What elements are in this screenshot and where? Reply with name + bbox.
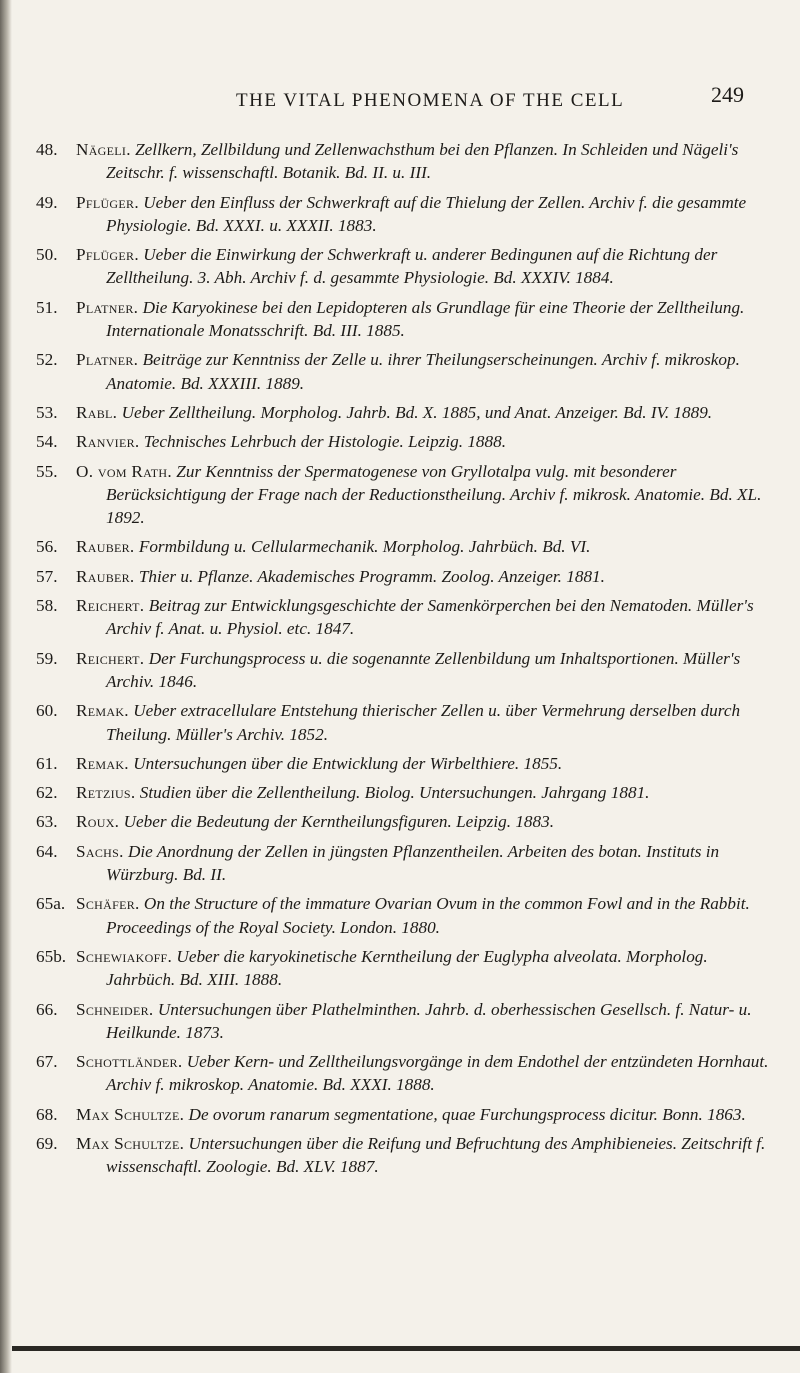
reference-number: 54.	[36, 432, 58, 452]
reference-number: 57.	[36, 566, 58, 586]
reference-text	[76, 810, 776, 833]
reference-author: Schewiakoff.	[76, 946, 173, 966]
reference-entry	[36, 945, 776, 992]
reference-number: 55.	[36, 461, 58, 481]
reference-text	[76, 594, 776, 641]
reference-text	[76, 945, 776, 992]
reference-number: 59.	[36, 648, 58, 668]
reference-text	[76, 647, 776, 694]
reference-title: Ueber die Einwirkung der Schwerkraft u. anderer Bedingunen auf die Richtung der Zelltheilung. 3. Abh. Archiv f. d. gesammte Physiologie. Bd. XXXIV. 1884.	[106, 245, 718, 288]
reference-text	[76, 348, 776, 395]
reference-entry	[36, 752, 776, 775]
reference-title: Zur Kenntniss der Spermatogenese von Gryllotalpa vulg. mit besonderer Berücksichtigung der Frage nach der Reductionstheilung. Archiv f. mikrosk. Anatomie. Bd. XL. 1892.	[106, 461, 762, 528]
reference-title: Studien über die Zellentheilung. Biolog. Untersuchungen. Jahrgang 1881.	[139, 783, 650, 803]
reference-title: On the Structure of the immature Ovarian Ovum in the common Fowl and in the Rabbit. Proceedings of the Royal Society. London. 1880.	[106, 894, 750, 937]
reference-text	[76, 840, 776, 887]
reference-entry	[36, 460, 776, 530]
reference-title: De ovorum ranarum segmentatione, quae Furchungsprocess dicitur. Bonn. 1863.	[188, 1104, 746, 1124]
reference-number: 65a.	[36, 894, 66, 914]
reference-author: Pflüger.	[76, 245, 139, 265]
page-number: 249	[711, 82, 744, 107]
page-header	[36, 80, 776, 120]
book-spine-shadow	[0, 0, 12, 1373]
reference-text	[76, 752, 776, 775]
reference-number: 66.	[36, 999, 58, 1019]
reference-title: Die Karyokinese bei den Lepidopteren als Grundlage für eine Theorie der Zelltheilung. Internationale Monatsschrift. Bd. III. 1885.	[106, 297, 745, 341]
reference-author: Platner.	[76, 297, 139, 317]
reference-number: 68.	[36, 1104, 58, 1124]
reference-text	[76, 892, 776, 939]
reference-author: Rauber.	[76, 566, 135, 586]
reference-entry	[36, 296, 776, 343]
reference-title: Ueber Kern- und Zelltheilungsvorgänge in dem Endothel der entzündeten Hornhaut. Archiv f. mikroskop. Anatomie. Bd. XXXI. 1888.	[106, 1052, 769, 1095]
reference-number: 60.	[36, 701, 58, 721]
reference-text	[76, 430, 776, 453]
reference-number: 56.	[36, 537, 58, 557]
reference-author: Schneider.	[76, 999, 154, 1019]
reference-text	[76, 565, 776, 588]
reference-title: Ueber den Einfluss der Schwerkraft auf die Thielung der Zellen. Archiv f. die gesammte Physiologie. Bd. XXXI. u. XXXII. 1883.	[106, 192, 747, 235]
reference-text	[76, 243, 776, 290]
reference-entry	[36, 781, 776, 804]
reference-author: Schottländer.	[76, 1052, 183, 1072]
reference-entry	[36, 840, 776, 887]
reference-entry	[36, 535, 776, 558]
reference-author: Roux.	[76, 812, 120, 832]
reference-entry	[36, 594, 776, 641]
reference-number: 58.	[36, 596, 58, 616]
bottom-edge	[12, 1346, 800, 1351]
reference-title: Formbildung u. Cellularmechanik. Morpholog. Jahrbüch. Bd. VI.	[138, 537, 591, 557]
reference-number: 61.	[36, 753, 58, 773]
reference-title: Ueber extracellulare Entstehung thierischer Zellen u. über Vermehrung derselben durch Theilung. Müller's Archiv. 1852.	[106, 701, 741, 744]
page	[36, 80, 776, 1185]
reference-author: Schäfer.	[76, 894, 140, 914]
running-title: THE VITAL PHENOMENA OF THE CELL	[236, 90, 625, 111]
reference-entry	[36, 892, 776, 939]
reference-title: Beitrag zur Entwicklungsgeschichte der Samenkörperchen bei den Nematoden. Müller's Archiv f. Anat. u. Physiol. etc. 1847.	[106, 596, 754, 639]
reference-title: Untersuchungen über Plathelminthen. Jahrb. d. oberhessischen Gesellsch. f. Natur- u. Heilkunde. 1873.	[106, 999, 752, 1042]
reference-text	[76, 296, 776, 343]
reference-text	[76, 1103, 776, 1126]
reference-entry	[36, 348, 776, 395]
reference-author: Rabl.	[76, 402, 118, 422]
reference-text	[76, 699, 776, 746]
reference-title: Ueber die Bedeutung der Kerntheilungsfiguren. Leipzig. 1883.	[123, 812, 554, 832]
reference-number: 69.	[36, 1133, 58, 1153]
reference-author: Remak.	[76, 753, 129, 773]
reference-entry	[36, 998, 776, 1045]
reference-title: Beiträge zur Kenntniss der Zelle u. ihrer Theilungserscheinungen. Archiv f. mikroskop. Anatomie. Bd. XXXIII. 1889.	[106, 350, 740, 393]
reference-number: 64.	[36, 841, 58, 861]
reference-author: Sachs.	[76, 841, 124, 861]
reference-number: 49.	[36, 192, 58, 212]
reference-entry	[36, 401, 776, 424]
reference-text	[76, 535, 776, 558]
reference-list	[36, 138, 776, 1179]
reference-entry	[36, 699, 776, 746]
reference-entry	[36, 1103, 776, 1126]
reference-title: Der Furchungsprocess u. die sogenannte Zellenbildung um Inhaltsportionen. Müller's Archiv. 1846.	[106, 648, 741, 691]
reference-title: Zellkern, Zellbildung und Zellenwachsthum bei den Pflanzen. In Schleiden und Nägeli's Zeitschr. f. wissenschaftl. Botanik. Bd. II. u. III.	[106, 140, 739, 183]
reference-title: Technisches Lehrbuch der Histologie. Leipzig. 1888.	[143, 432, 506, 452]
reference-title: Ueber die karyokinetische Kerntheilung der Euglypha alveolata. Morpholog. Jahrbüch. Bd. XIII. 1888.	[106, 946, 708, 990]
reference-text	[76, 460, 776, 530]
reference-entry	[36, 243, 776, 290]
reference-number: 67.	[36, 1052, 58, 1072]
reference-text	[76, 191, 776, 238]
reference-number: 52.	[36, 350, 58, 370]
reference-entry	[36, 191, 776, 238]
reference-author: Nägeli.	[76, 140, 131, 159]
reference-entry	[36, 138, 776, 185]
reference-number: 48.	[36, 140, 58, 159]
reference-text	[76, 998, 776, 1045]
reference-author: Reichert.	[76, 596, 145, 616]
reference-number: 53.	[36, 402, 58, 422]
reference-title: Thier u. Pflanze. Akademisches Programm. Zoolog. Anzeiger. 1881.	[138, 566, 605, 586]
reference-number: 51.	[36, 297, 58, 317]
reference-author: Platner.	[76, 350, 139, 370]
reference-text	[76, 781, 776, 804]
reference-author: Rauber.	[76, 537, 135, 557]
reference-entry	[36, 430, 776, 453]
reference-title: Untersuchungen über die Reifung und Befruchtung des Amphibieneies. Zeitschrift f. wissenschaftl. Zoologie. Bd. XLV. 1887.	[106, 1133, 766, 1177]
reference-author: O. vom Rath.	[76, 461, 172, 481]
reference-number: 62.	[36, 783, 58, 803]
reference-text	[76, 138, 776, 185]
reference-title: Untersuchungen über die Entwicklung der Wirbelthiere. 1855.	[133, 753, 563, 773]
reference-author: Pflüger.	[76, 192, 139, 212]
reference-text	[76, 1050, 776, 1097]
reference-author: Remak.	[76, 701, 129, 721]
reference-entry	[36, 1050, 776, 1097]
reference-title: Die Anordnung der Zellen in jüngsten Pflanzentheilen. Arbeiten des botan. Instituts in Würzburg. Bd. II.	[106, 841, 720, 885]
reference-title: Ueber Zelltheilung. Morpholog. Jahrb. Bd. X. 1885, und Anat. Anzeiger. Bd. IV. 1889.	[121, 402, 713, 422]
reference-author: Reichert.	[76, 648, 145, 668]
reference-text	[76, 1132, 776, 1179]
reference-entry	[36, 647, 776, 694]
reference-author: Max Schultze.	[76, 1133, 185, 1153]
reference-entry	[36, 810, 776, 833]
reference-number: 63.	[36, 812, 58, 832]
reference-author: Max Schultze.	[76, 1104, 185, 1124]
reference-author: Ranvier.	[76, 432, 140, 452]
reference-text	[76, 401, 776, 424]
reference-author: Retzius.	[76, 783, 136, 803]
reference-entry	[36, 1132, 776, 1179]
reference-entry	[36, 565, 776, 588]
reference-number: 65b.	[36, 946, 67, 966]
reference-number: 50.	[36, 245, 58, 265]
